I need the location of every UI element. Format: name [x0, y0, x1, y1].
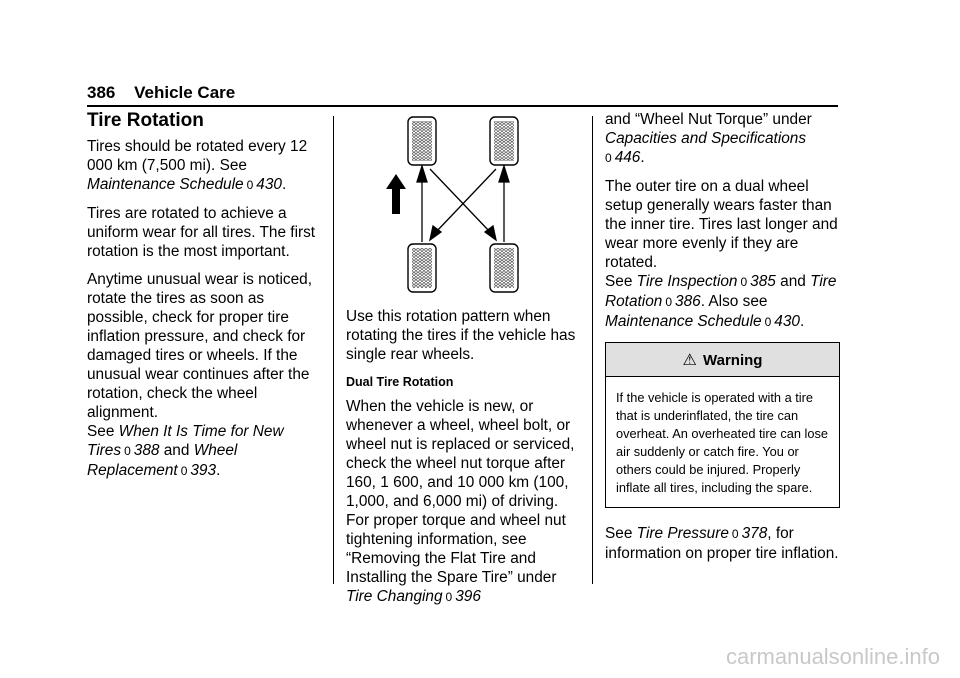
paragraph: [87, 270, 322, 481]
header-rule: [87, 105, 838, 107]
diagram-caption: Use this rotation pattern when rotating the tires if the vehicle has single rear wheels.: [346, 308, 576, 363]
xref-link[interactable]: Tire Rotation: [605, 273, 837, 310]
rotation-arrows: [417, 166, 509, 242]
tire-front-right-icon: [490, 117, 518, 165]
page-ref-icon: 0: [740, 275, 748, 289]
text: See: [605, 525, 637, 542]
xref-link[interactable]: Wheel Replacement: [87, 442, 238, 479]
subheading: Dual Tire Rotation: [346, 375, 454, 389]
page-ref-icon: 0: [764, 315, 772, 329]
paragraph: [605, 524, 840, 563]
forward-direction-arrow-icon: [386, 174, 406, 214]
text: .: [281, 176, 287, 193]
page-ref-icon: 0: [605, 151, 612, 165]
paragraph: [87, 137, 322, 195]
text: . Also see: [700, 293, 768, 310]
column-2: [346, 110, 582, 616]
xref-link[interactable]: Maintenance Schedule: [87, 176, 244, 193]
text: .: [216, 462, 221, 479]
warning-box: [605, 342, 840, 508]
paragraph: Tires are rotated to achieve a uniform wear for all tires. The first rotation is the most important.: [87, 205, 316, 260]
text: The outer tire on a dual wheel setup generally wears faster than the inner tire. Tires last longer and wear more evenly if they are rotated.: [605, 178, 838, 271]
text: and: [775, 273, 811, 290]
xref-page[interactable]: 388: [133, 442, 160, 459]
tire-front-left-icon: [408, 117, 436, 165]
warning-body: If the vehicle is operated with a tire that is underinflated, the tire can overheat. An overheated tire can lose air suddenly or catch fire. You or others could be injured. Properly inflate all tires, including the spare.: [616, 390, 828, 495]
xref-link[interactable]: Tire Pressure: [636, 525, 729, 542]
page-ref-icon: 0: [731, 527, 739, 541]
text: .: [640, 149, 645, 166]
xref-page[interactable]: 393: [190, 462, 217, 479]
tire-rotation-diagram: [386, 114, 556, 299]
column-1: [87, 110, 322, 490]
page-ref-icon: 0: [124, 444, 131, 458]
page-ref-icon: 0: [180, 464, 188, 478]
xref-page[interactable]: 385: [750, 273, 776, 290]
paragraph: [605, 110, 840, 168]
warning-title: Warning: [703, 352, 763, 369]
text: , for information on proper tire inflation.: [605, 525, 839, 562]
paragraph: [346, 397, 582, 607]
column-divider-2: [592, 116, 593, 584]
xref-page[interactable]: 430: [256, 176, 282, 193]
xref-link[interactable]: When It Is Time for New Tires: [87, 423, 284, 459]
page-header: [87, 83, 235, 103]
xref-page[interactable]: 396: [455, 588, 481, 605]
xref-link[interactable]: Tire Inspection: [636, 273, 738, 290]
page-ref-icon: 0: [665, 295, 673, 309]
watermark: carmanualsonline.info: [725, 644, 940, 669]
warning-header: [606, 343, 839, 377]
text: Anytime unusual wear is noticed, rotate the tires as soon as possible, check for proper tire inflation pressure, and check for damaged tires or wheels. If the unusual wear continues after the rotation, check the wheel alignment.: [87, 271, 312, 421]
text: and: [159, 442, 194, 459]
text: See: [605, 273, 637, 290]
column-3: [605, 110, 840, 572]
text: .: [799, 313, 805, 330]
xref-page[interactable]: 430: [774, 313, 800, 330]
xref-link[interactable]: Tire Changing: [346, 588, 443, 605]
xref-page[interactable]: 446: [614, 149, 641, 166]
page-number: 386: [87, 83, 116, 102]
xref-link[interactable]: Maintenance Schedule: [605, 313, 762, 330]
text: See: [87, 423, 119, 440]
xref-page[interactable]: 378: [741, 525, 768, 542]
xref-link[interactable]: Capacities and Specifications: [605, 130, 807, 147]
tire-rear-left-icon: [408, 244, 436, 292]
text: and “Wheel Nut Torque” under: [605, 111, 812, 128]
paragraph: [605, 177, 840, 332]
xref-page[interactable]: 386: [675, 293, 701, 310]
section-title: Vehicle Care: [134, 83, 236, 102]
text: When the vehicle is new, or whenever a wheel, wheel bolt, or wheel nut is replaced or serviced, check the wheel nut torque after 160, 1 600, and 10 000 km (100, 1,000, and 6,000 mi) of driving. For proper torque and wheel nut tightening information, see “Removing the Flat Tire and Installing the Spare Tire” under: [346, 398, 575, 586]
tire-rear-right-icon: [490, 244, 518, 292]
text: Tires should be rotated every 12 000 km (7,500 mi). See: [87, 138, 308, 174]
warning-triangle-icon: ⚠: [682, 352, 697, 369]
section-heading: Tire Rotation: [87, 110, 204, 131]
page-ref-icon: 0: [445, 590, 453, 604]
column-divider-1: [333, 116, 334, 584]
page-ref-icon: 0: [246, 178, 254, 192]
